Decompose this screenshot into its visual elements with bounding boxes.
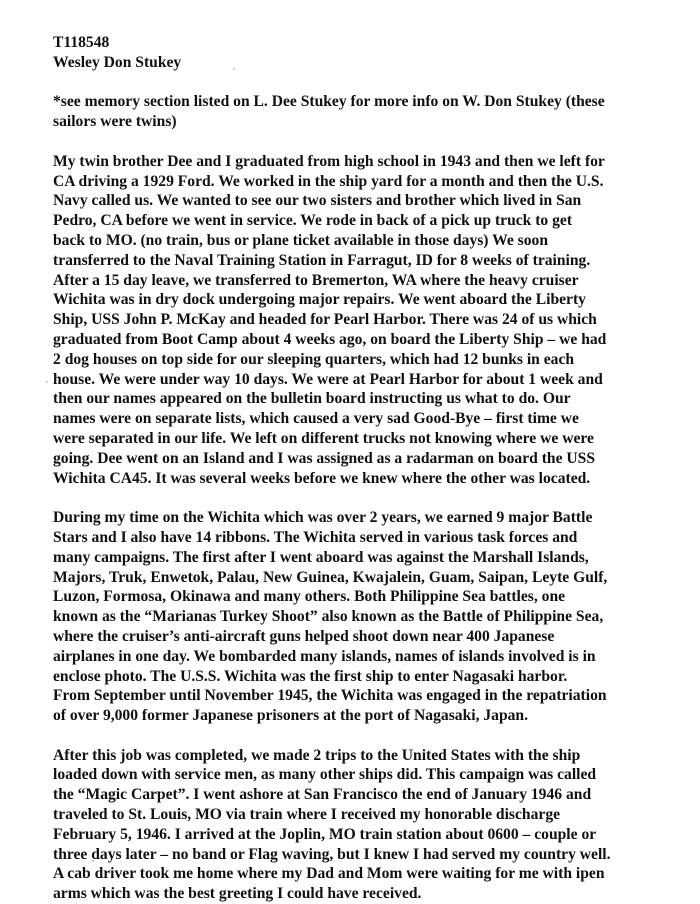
text-line: back to MO. (no train, bus or plane ticket available in those days) We soon xyxy=(53,231,549,249)
text-line: where the cruiser’s anti-aircraft guns helped shoot down near 400 Japanese xyxy=(53,627,555,645)
text-line: 2 dog houses on top side for our sleeping quarters, which had 12 bunks in each xyxy=(53,350,575,368)
text-line: names were on separate lists, which caused a very sad Good-Bye – first time we xyxy=(53,410,579,428)
text-line: three days later – no band or Flag waving, but I knew I had served my country well. xyxy=(53,845,611,863)
text-line: enclose photo. The U.S.S. Wichita was the first ship to enter Nagasaki harbor. xyxy=(53,667,568,685)
text-line: Majors, Truk, Enwetok, Palau, New Guinea, Kwajalein, Guam, Saipan, Leyte Gulf, xyxy=(53,568,608,586)
person-name: Wesley Don Stukey xyxy=(53,53,182,71)
text-line: house. We were under way 10 days. We were at Pearl Harbor for about 1 week and xyxy=(53,370,603,388)
text-line: the “Magic Carpet”. I went ashore at San Francisco the end of January 1946 and xyxy=(53,786,592,804)
text-line: of over 9,000 former Japanese prisoners at the port of Nagasaki, Japan. xyxy=(53,707,529,725)
paragraph-enlistment xyxy=(53,152,683,489)
text-line: Wichita was in dry dock undergoing major repairs. We went aboard the Liberty xyxy=(53,291,586,309)
text-line: Navy called us. We wanted to see our two sisters and brother which lived in San xyxy=(53,192,582,210)
memory-note xyxy=(53,92,683,132)
paragraph-wichita-service xyxy=(53,508,683,726)
text-line: were separated in our life. We left on different trucks not knowing where we were xyxy=(53,429,594,447)
text-line: Wichita CA45. It was several weeks before we knew where the other was located. xyxy=(53,469,591,487)
scan-speck xyxy=(46,381,48,383)
text-line: CA driving a 1929 Ford. We worked in the ship yard for a month and then the U.S. xyxy=(53,172,604,190)
text-line: known as the “Marianas Turkey Shoot” also known as the Battle of Philippine Sea, xyxy=(53,608,604,626)
text-line: transferred to the Naval Training Station in Farragut, ID for 8 weeks of training. xyxy=(53,251,591,269)
note-line: *see memory section listed on L. Dee Stukey for more info on W. Don Stukey (these xyxy=(53,93,605,111)
text-line: arms which was the best greeting I could have received. xyxy=(53,885,422,903)
text-line: airplanes in one day. We bombarded many islands, names of islands involved is in xyxy=(53,647,596,665)
text-line: February 5, 1946. I arrived at the Joplin, MO train station about 0600 – couple or xyxy=(53,825,597,843)
text-line: During my time on the Wichita which was over 2 years, we earned 9 major Battle xyxy=(53,509,593,527)
text-line: graduated from Boot Camp about 4 weeks ago, on board the Liberty Ship – we had xyxy=(53,330,607,348)
text-line: traveled to St. Louis, MO via train where I received my honorable discharge xyxy=(53,806,561,824)
text-line: loaded down with service men, as many other ships did. This campaign was called xyxy=(53,766,597,784)
document-body xyxy=(53,33,683,904)
text-line: From September until November 1945, the Wichita was engaged in the repatriation xyxy=(53,687,607,705)
text-line: A cab driver took me home where my Dad and Mom were waiting for me with ipen xyxy=(53,865,605,883)
text-line: After a 15 day leave, we transferred to Bremerton, WA where the heavy cruiser xyxy=(53,271,579,289)
document-header xyxy=(53,33,683,73)
text-line: My twin brother Dee and I graduated from high school in 1943 and then we left for xyxy=(53,152,605,170)
note-line: sailors were twins) xyxy=(53,113,177,131)
text-line: Luzon, Formosa, Okinawa and many others. Both Philippine Sea battles, one xyxy=(53,588,566,606)
record-id: T118548 xyxy=(53,34,110,51)
text-line: many campaigns. The first after I went aboard was against the Marshall Islands, xyxy=(53,548,589,566)
text-line: then our names appeared on the bulletin board instructing us what to do. Our xyxy=(53,390,571,408)
text-line: Stars and I also have 14 ribbons. The Wichita served in various task forces and xyxy=(53,528,578,546)
text-line: Pedro, CA before we went in service. We rode in back of a pick up truck to get xyxy=(53,212,573,230)
text-line: Ship, USS John P. McKay and headed for Pearl Harbor. There was 24 of us which xyxy=(53,311,597,329)
text-line: going. Dee went on an Island and I was assigned as a radarman on board the USS xyxy=(53,449,595,467)
text-line: After this job was completed, we made 2 trips to the United States with the ship xyxy=(53,746,581,764)
paragraph-homecoming xyxy=(53,746,683,904)
